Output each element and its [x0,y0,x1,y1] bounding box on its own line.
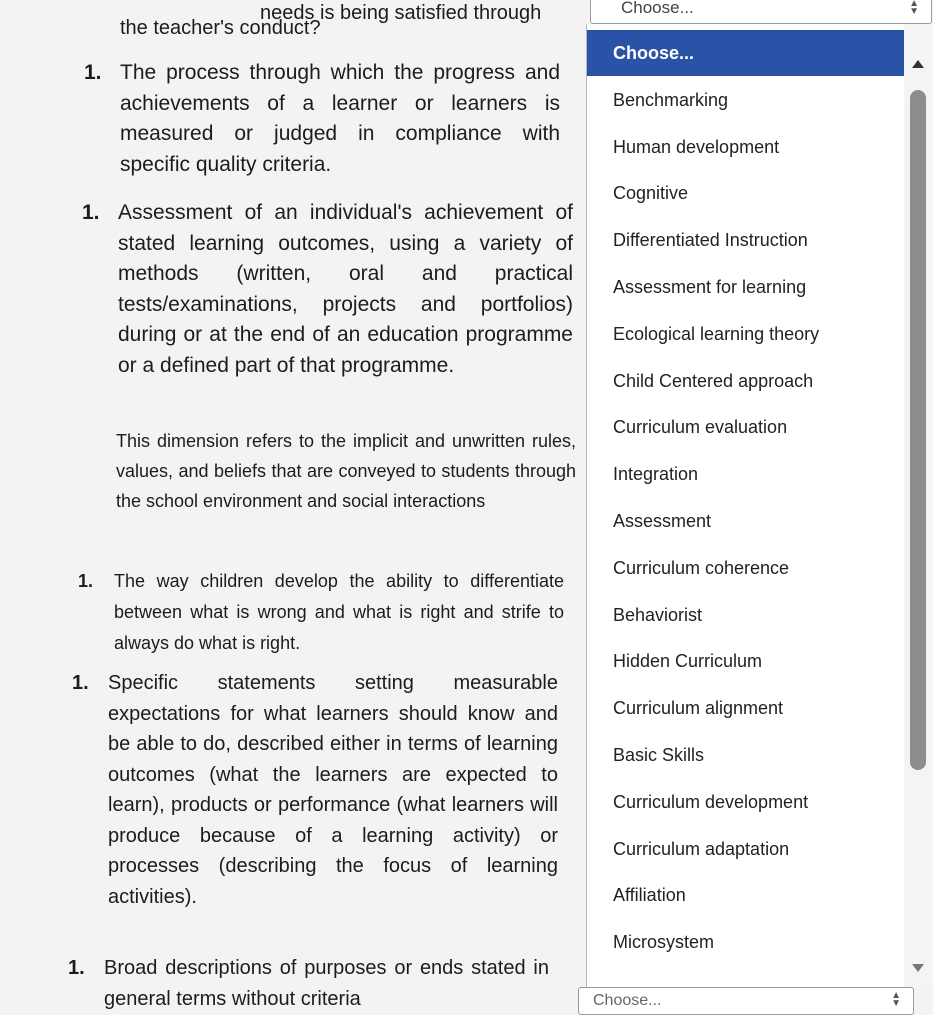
dropdown-option[interactable]: Assessment for learning [613,277,807,297]
dropdown-option[interactable]: Choose... [587,30,905,76]
question-number: 1. [72,672,89,694]
dropdown-option[interactable]: Curriculum adaptation [613,838,790,859]
dropdown-option[interactable]: Ecological learning theory [613,323,820,344]
question-item [78,566,564,659]
scrollbar[interactable] [904,24,933,988]
dropdown-option[interactable]: Benchmarking [613,89,729,110]
dropdown-listbox[interactable] [586,24,933,988]
question-item [84,58,560,180]
previous-question-fragment: the teacher's conduct? [120,17,321,39]
question-number: 1. [84,61,102,84]
dropdown-option[interactable]: Behaviorist [613,604,703,625]
question-item [82,198,573,381]
select-value: Choose... [593,992,662,1009]
select-value: Choose... [621,0,694,17]
dropdown-option[interactable]: Assessment [613,511,712,531]
dropdown-option[interactable]: Affiliation [613,885,686,906]
dropdown-option[interactable]: Curriculum evaluation [613,417,788,438]
dropdown-option[interactable]: Hidden Curriculum [613,651,763,672]
dropdown-option[interactable]: Microsystem [613,932,715,953]
question-text: The way children develop the ability to differentiate between what is wrong and what is right and strife to always do what is right. [114,571,564,653]
dropdown-option[interactable]: Child Centered approach [613,370,814,391]
question-number: 1. [82,201,100,224]
dropdown-option[interactable]: Human development [613,136,780,157]
scrollbar-thumb[interactable] [910,90,926,770]
question-text: The process through which the progress and achievements of a learner or learners is measured or judged in compliance with specific quality criteria. [120,61,560,176]
previous-question-fragment: needs is being satisfied through [260,2,542,24]
answer-select-next[interactable] [578,987,914,1015]
select-arrows-icon: ▲ ▼ [891,990,901,1009]
scroll-up-icon[interactable] [912,60,924,68]
scroll-down-icon[interactable] [912,964,924,972]
question-number: 1. [78,571,94,591]
question-text: Assessment of an individual's achievement of stated learning outcomes, using a variety of methods (written, oral and practical tests/examinations, projects and portfolios) during or at the end of an education programme or a defined part of that programme. [118,201,573,377]
dropdown-option[interactable]: Differentiated Instruction [613,230,808,251]
question-item [116,426,576,516]
dropdown-option[interactable]: Curriculum alignment [613,698,784,719]
answer-select-previous[interactable] [590,0,932,24]
dropdown-option[interactable]: Cognitive [613,183,689,204]
question-item [68,953,549,1014]
question-text: This dimension refers to the implicit and unwritten rules, values, and beliefs that are conveyed to students through the school environment and social interactions [116,431,576,511]
question-text: Specific statements setting measurable expectations for what learners should know and be able to do, described either in terms of learning outcomes (what the learners are expected to learn), products or performance (what learners will produce because of a learning activity) or processes (describing the focus of learning activities). [108,672,558,908]
question-number: 1. [68,957,85,979]
dropdown-option[interactable]: Curriculum development [613,791,809,812]
dropdown-option[interactable]: Basic Skills [613,745,705,765]
question-item [72,668,558,912]
question-text: Broad descriptions of purposes or ends stated in general terms without criteria [104,957,549,1010]
select-arrows-icon: ▲ ▼ [909,0,919,17]
dropdown-option[interactable]: Integration [613,464,699,485]
dropdown-option[interactable]: Curriculum coherence [613,557,790,578]
